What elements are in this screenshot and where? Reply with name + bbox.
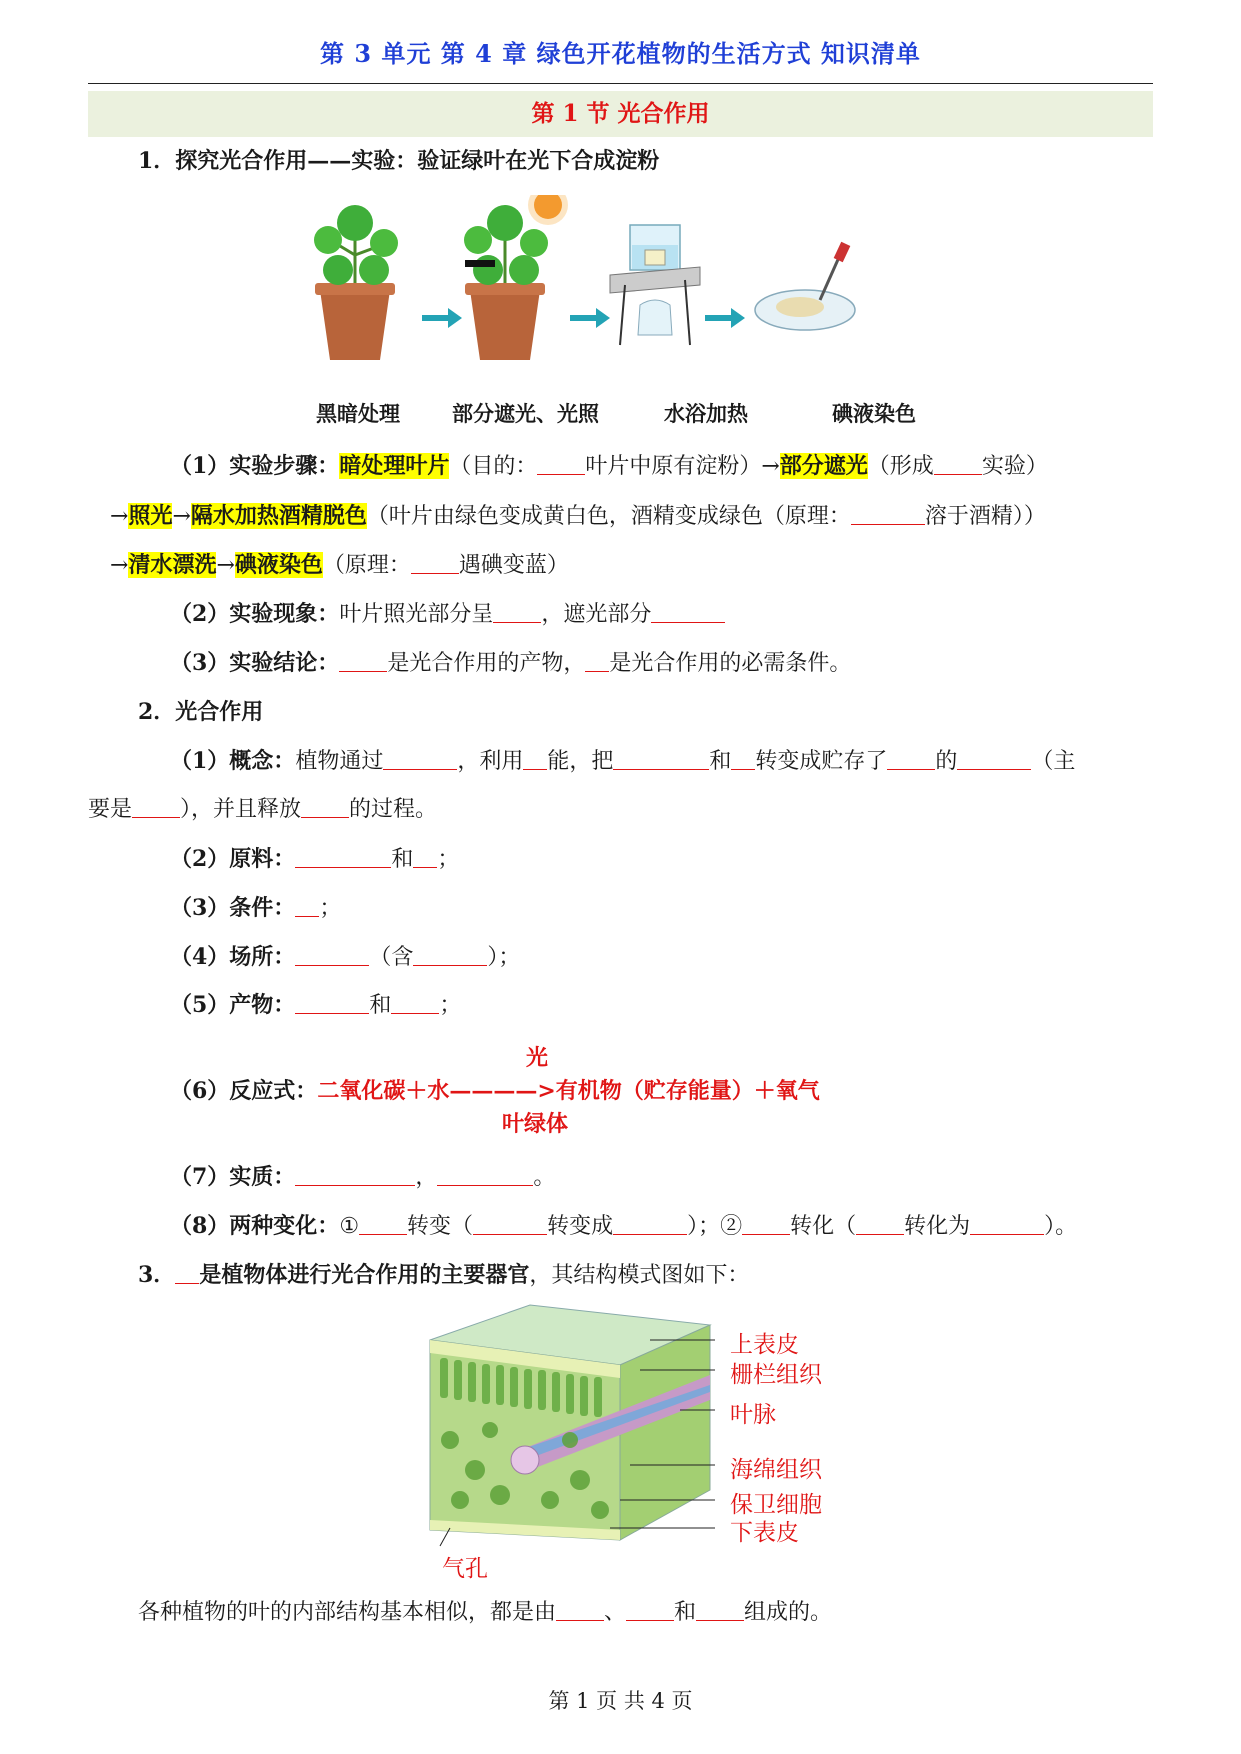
page-footer: 第 1 页 共 4 页 [548, 1689, 693, 1713]
blank[interactable] [523, 747, 547, 770]
q3-heading: 3． 是植物体进行光合作用的主要器官，其结构模式图如下： [138, 1262, 750, 1288]
blank[interactable] [537, 452, 585, 475]
water-bath-icon [610, 225, 700, 345]
blank[interactable] [339, 649, 387, 672]
section-title: 第 1 节 光合作用 [88, 91, 1153, 137]
blank[interactable] [626, 1598, 674, 1621]
blank[interactable] [413, 845, 437, 868]
label-stoma: 气孔 [442, 1556, 488, 1582]
blank[interactable] [132, 795, 180, 818]
header-divider [88, 83, 1153, 84]
blank[interactable] [295, 894, 319, 917]
caption-shade-light: 部分遮光、光照 [452, 402, 599, 426]
blank[interactable] [413, 943, 487, 966]
steps-line-2: →照光→隔水加热酒精脱色（叶片由绿色变成黄白色，酒精变成绿色（原理： 溶于酒精）） [110, 503, 1046, 529]
blank[interactable] [742, 1212, 790, 1235]
concept-line-2: 要是 ），并且释放 的过程。 [88, 797, 438, 822]
caption-iodine: 碘液染色 [832, 402, 916, 426]
blank[interactable] [295, 943, 369, 966]
q1-heading: 1．探究光合作用——实验：验证绿叶在光下合成淀粉 [138, 148, 660, 174]
place-line: （4）场所： （含 ）； [170, 944, 521, 970]
steps-line-3: →清水漂洗→碘液染色（原理： 遇碘变蓝） [110, 552, 569, 578]
step-light: 照光 [128, 503, 173, 529]
label-lower-epidermis: 下表皮 [730, 1520, 799, 1546]
blank[interactable] [175, 1261, 199, 1284]
label-vein: 叶脉 [730, 1402, 776, 1428]
essence-line: （7）实质： ， 。 [170, 1164, 556, 1190]
step-heat: 隔水加热酒精脱色 [190, 503, 367, 529]
step-dark: 暗处理叶片 [339, 453, 450, 479]
blank[interactable] [731, 747, 755, 770]
label-upper-epidermis: 上表皮 [730, 1332, 799, 1358]
blank[interactable] [301, 795, 349, 818]
blank[interactable] [391, 991, 439, 1014]
document-title: 第 3 单元 第 4 章 绿色开花植物的生活方式 知识清单 [320, 39, 921, 68]
plant-dark-icon [314, 205, 398, 360]
caption-dark: 黑暗处理 [316, 402, 400, 426]
concept-line-1: （1）概念：植物通过 ，利用 能，把 和 转变成贮存了 的 （主 [170, 748, 1076, 774]
blank[interactable] [411, 551, 459, 574]
blank[interactable] [613, 1212, 687, 1235]
raw-materials-line: （2）原料： 和 ； [170, 846, 460, 872]
arrow-icon [570, 308, 610, 328]
label-palisade: 栅栏组织 [730, 1362, 822, 1388]
petri-dish-icon [755, 242, 855, 330]
blank[interactable] [585, 649, 609, 672]
blank[interactable] [851, 502, 925, 525]
equation-condition-bottom: 叶绿体 [502, 1111, 569, 1137]
label-guard-cell: 保卫细胞 [730, 1492, 822, 1518]
equation-line: （6）反应式：二氧化碳＋水————>有机物（贮存能量）＋氧气 [170, 1078, 820, 1104]
blank[interactable] [295, 1163, 415, 1186]
experiment-illustration [300, 195, 960, 385]
step-rinse: 清水漂洗 [128, 552, 217, 578]
blank[interactable] [359, 1212, 407, 1235]
step-shade: 部分遮光 [779, 453, 868, 479]
blank[interactable] [383, 747, 457, 770]
blank[interactable] [613, 747, 709, 770]
leaf-summary-line: 各种植物的叶的内部结构基本相似，都是由 、 和 组成的。 [138, 1600, 833, 1625]
blank[interactable] [856, 1212, 904, 1235]
conditions-line: （3）条件： ； [170, 895, 342, 921]
blank[interactable] [651, 600, 725, 623]
arrow-icon [422, 308, 462, 328]
blank[interactable] [887, 747, 935, 770]
plant-shade-icon [464, 205, 548, 360]
steps-line-1: （1）实验步骤：暗处理叶片（目的： 叶片中原有淀粉）→部分遮光（形成 实验） [170, 453, 1048, 479]
blank[interactable] [957, 747, 1031, 770]
blank[interactable] [437, 1163, 533, 1186]
blank[interactable] [473, 1212, 547, 1235]
phenomenon-line: （2）实验现象：叶片照光部分呈 ，遮光部分 [170, 599, 725, 630]
label-spongy: 海绵组织 [730, 1457, 822, 1483]
leaf-structure-diagram [420, 1300, 720, 1560]
equation-right: >有机物（贮存能量）＋氧气 [537, 1078, 820, 1104]
conclusion-line: （3）实验结论： 是光合作用的产物， 是光合作用的必需条件。 [170, 650, 852, 676]
changes-line: （8）两种变化：① 转变（ 转变成 ）；② 转化（ 转化为 ）。 [170, 1213, 1078, 1239]
equation-condition-top: 光 [526, 1045, 549, 1071]
blank[interactable] [934, 452, 982, 475]
step-stain: 碘液染色 [234, 552, 323, 578]
blank[interactable] [696, 1598, 744, 1621]
blank[interactable] [295, 845, 391, 868]
caption-water-bath: 水浴加热 [664, 402, 748, 426]
blank[interactable] [970, 1212, 1044, 1235]
q2-heading: 2．光合作用 [138, 699, 264, 725]
equation-left: 二氧化碳＋水———— [317, 1078, 538, 1104]
blank[interactable] [556, 1598, 604, 1621]
arrow-icon [705, 308, 745, 328]
blank[interactable] [295, 991, 369, 1014]
products-line: （5）产物： 和 ； [170, 992, 462, 1018]
blank[interactable] [493, 600, 541, 623]
